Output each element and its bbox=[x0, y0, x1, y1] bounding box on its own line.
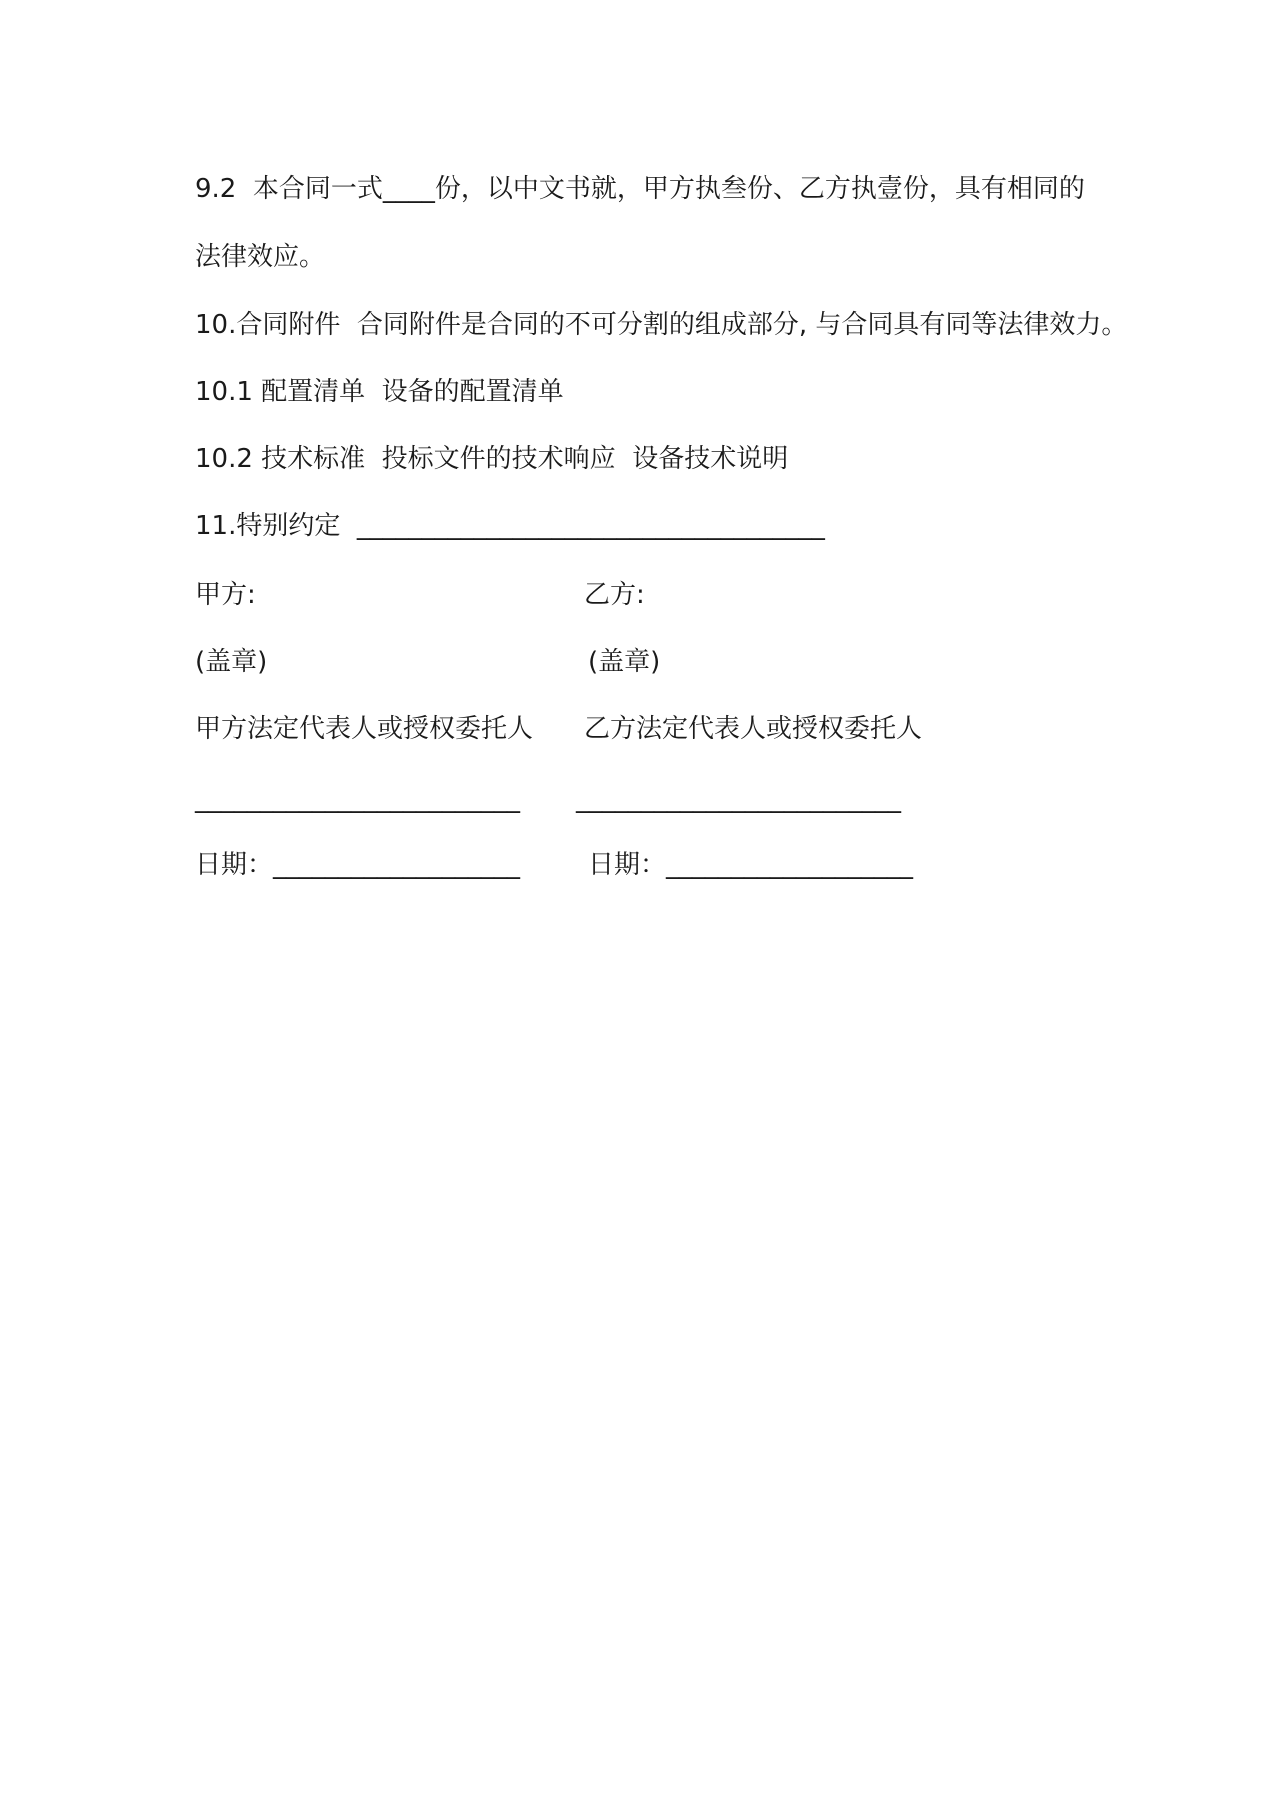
clause-10: 10.合同附件 合同附件是合同的不可分割的组成部分, 与合同具有同等法律效力。 bbox=[195, 310, 1128, 340]
clause-11: 11.特别约定 ____________________________________ bbox=[195, 511, 825, 541]
clause-10-1: 10.1 配置清单 设备的配置清单 bbox=[195, 377, 564, 407]
clause-10-2: 10.2 技术标准 投标文件的技术响应 设备技术说明 bbox=[195, 444, 789, 474]
party-a-sign-line: _________________________ bbox=[195, 784, 520, 814]
party-b-representative: 乙方法定代表人或授权委托人 bbox=[584, 714, 923, 744]
clause-9-2-line-2: 法律效应。 bbox=[195, 242, 326, 272]
party-a-label: 甲方: bbox=[195, 580, 256, 610]
party-a-representative: 甲方法定代表人或授权委托人 bbox=[195, 714, 534, 744]
party-b-sign-line: _________________________ bbox=[576, 784, 901, 814]
party-a-seal: (盖章) bbox=[195, 647, 268, 677]
clause-9-2-line-1: 9.2 本合同一式____份，以中文书就，甲方执叁份、乙方执壹份，具有相同的 bbox=[195, 174, 1085, 204]
party-a-date: 日期：___________________ bbox=[195, 850, 521, 880]
party-b-date: 日期：___________________ bbox=[588, 850, 914, 880]
party-b-label: 乙方: bbox=[584, 580, 645, 610]
party-b-seal: (盖章) bbox=[588, 647, 661, 677]
